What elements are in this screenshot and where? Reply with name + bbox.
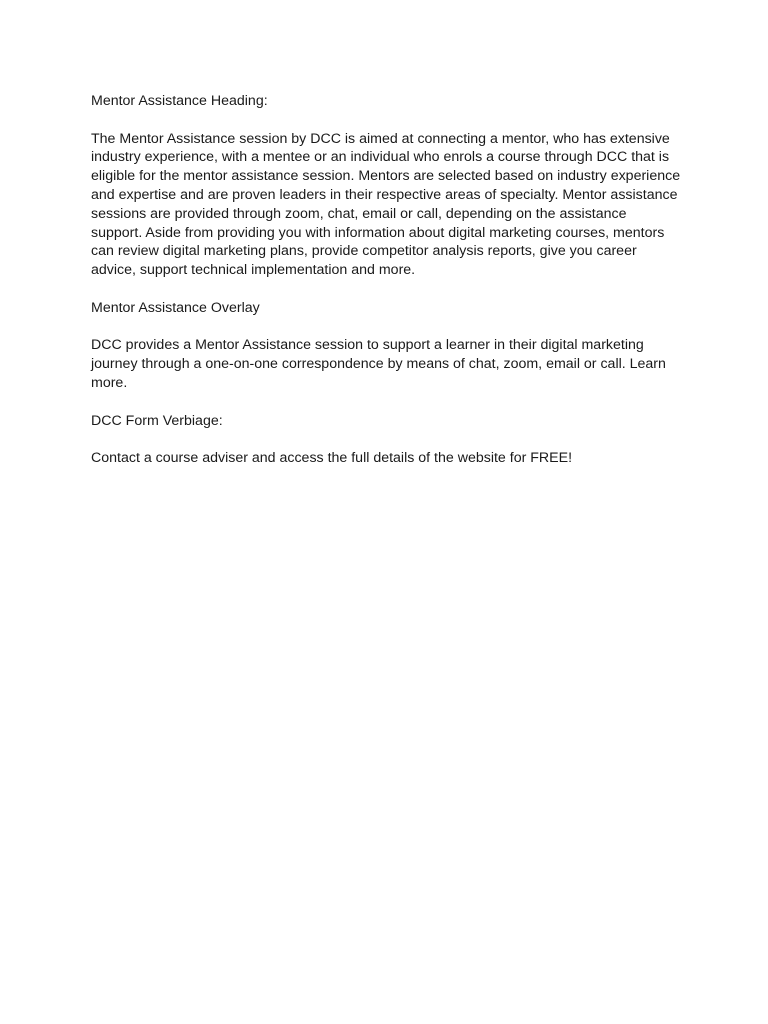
paragraph-mentor-assistance-description: The Mentor Assistance session by DCC is aimed at connecting a mentor, who has extensive industry experience, with a mentee or an individual who enrols a course through DCC that is eligible for the mentor assistance session. Mentors are selected based on industry experience and expertise and are proven leaders in their respective areas of specialty. Mentor assistance sessions are provided through zoom, chat, email or call, depending on the assistance support. Aside from providing you with information about digital marketing courses, mentors can review digital marketing plans, provide competitor analysis reports, give you career advice, support technical implementation and more. (91, 130, 681, 279)
heading-dcc-form-verbiage: DCC Form Verbiage: (91, 412, 223, 429)
paragraph-dcc-form-verbiage: Contact a course adviser and access the full details of the website for FREE! (91, 450, 573, 467)
heading-mentor-assistance: Mentor Assistance Heading: (91, 93, 268, 109)
heading-mentor-assistance-overlay: Mentor Assistance Overlay (91, 299, 260, 316)
paragraph-mentor-assistance-overlay: DCC provides a Mentor Assistance session to support a learner in their digital marketing journey through a one-on-one correspondence by means of chat, zoom, email or call. Learn more. (91, 337, 666, 391)
document-body (91, 92, 681, 487)
